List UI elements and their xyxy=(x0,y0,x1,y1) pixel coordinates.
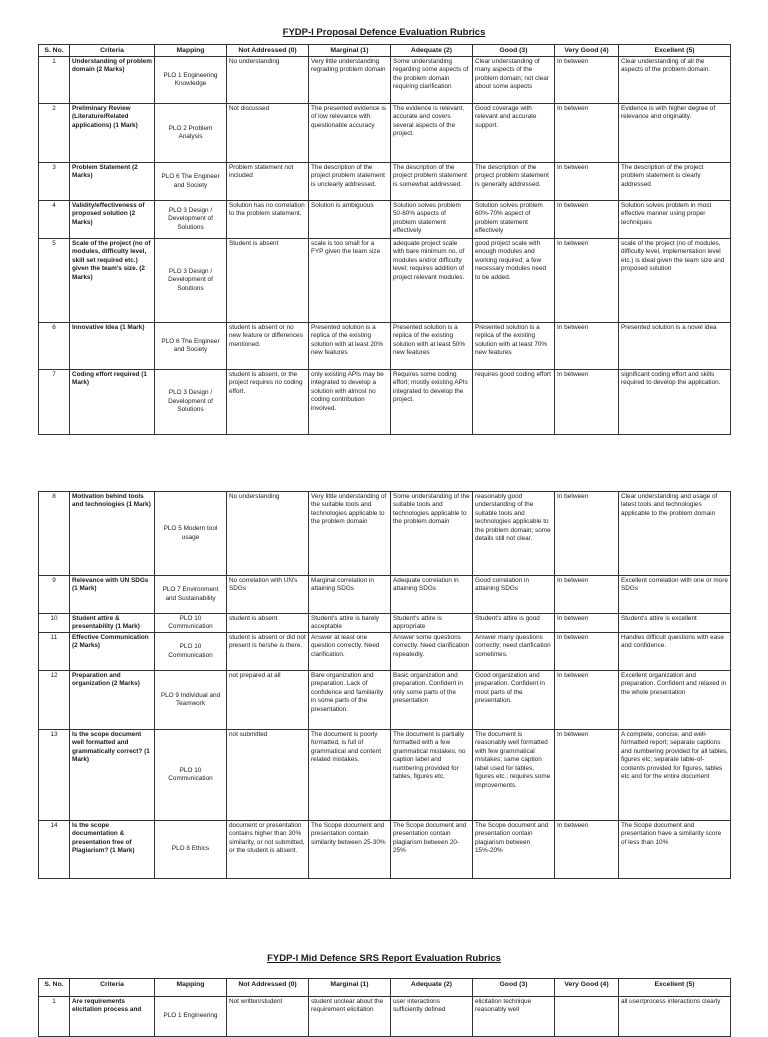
criteria-cell: Motivation behind tools and technologies (1 Mark) xyxy=(70,492,155,576)
table-row xyxy=(39,163,731,201)
criteria-cell: Student attire & presentability (1 Mark) xyxy=(70,614,155,633)
table-row xyxy=(39,730,731,821)
table-header xyxy=(39,979,731,997)
sno-cell: 10 xyxy=(39,614,70,633)
excellent-cell: Solution solves problem in most effective manner using proper techniques xyxy=(619,201,731,239)
marginal-cell: The description of the project problem statement is unclearly addressed. xyxy=(309,163,391,201)
column-header: S. No. xyxy=(39,979,70,997)
marginal-cell: The Scope document and presentation contain similarity between 25-30% xyxy=(309,821,391,879)
sno-cell: 9 xyxy=(39,576,70,614)
mapping-cell: PLO 10 Communication xyxy=(155,633,227,671)
not-addressed-cell: not submitted xyxy=(227,730,309,821)
table-row xyxy=(39,821,731,879)
column-header: Marginal (1) xyxy=(309,979,391,997)
sno-cell: 4 xyxy=(39,201,70,239)
excellent-cell: The Scope document and presentation have a similarity score of less than 10% xyxy=(619,821,731,879)
adequate-cell: Basic organization and preparation. Confident in only some parts of the presentation xyxy=(391,671,473,730)
column-header: Good (3) xyxy=(473,45,555,57)
criteria-cell: Validity/effectiveness of proposed solution (2 Marks) xyxy=(70,201,155,239)
very-good-cell: In between xyxy=(555,201,619,239)
proposal-defence-rubric-table-continued xyxy=(38,491,731,879)
column-header: Very Good (4) xyxy=(555,45,619,57)
mapping-cell: PLO 9 Individual and Teamwork xyxy=(155,671,227,730)
not-addressed-cell: document or presentation contains higher than 30% similarity, or not submitted, or the student is absent. xyxy=(227,821,309,879)
mapping-cell: PLO 3 Design / Development of Solutions xyxy=(155,201,227,239)
table-row xyxy=(39,633,731,671)
column-header: Criteria xyxy=(70,979,155,997)
very-good-cell: In between xyxy=(555,614,619,633)
marginal-cell: The presented evidence is of low relevance with questionable accuracy xyxy=(309,104,391,163)
good-cell: reasonably good understanding of the suitable tools and technologies applicable to the problem domain; some details still not clear. xyxy=(473,492,555,576)
marginal-cell: Student's attire is barely acceptable xyxy=(309,614,391,633)
table-row xyxy=(39,104,731,163)
very-good-cell: In between xyxy=(555,821,619,879)
mapping-cell: PLO 6 The Engineer and Society xyxy=(155,163,227,201)
criteria-cell: Innovative Idea (1 Mark) xyxy=(70,323,155,370)
adequate-cell: Student's attire is appropriate xyxy=(391,614,473,633)
marginal-cell: Very little understanding regrading problem domain xyxy=(309,57,391,104)
column-header: Very Good (4) xyxy=(555,979,619,997)
good-cell: good project scale with enough modules and working required; a few necessary modules need to be added. xyxy=(473,239,555,323)
table-row xyxy=(39,671,731,730)
mapping-cell: PLO 1 Engineering xyxy=(155,997,227,1037)
not-addressed-cell: No understanding xyxy=(227,57,309,104)
table-row xyxy=(39,997,731,1037)
not-addressed-cell: Not written/student xyxy=(227,997,309,1037)
not-addressed-cell: Solution has no correlation to the problem statement. xyxy=(227,201,309,239)
excellent-cell: significant coding effort and skills required to develop the application. xyxy=(619,370,731,435)
marginal-cell: Bare organization and preparation. Lack of confidence and familiarity in some parts of the presentation. xyxy=(309,671,391,730)
column-header: Excellent (5) xyxy=(619,45,731,57)
srs-rubric-title: FYDP-I Mid Defence SRS Report Evaluation Rubrics xyxy=(267,953,501,964)
good-cell: Solution solves problem 60%-70% aspect of problem statement effectively xyxy=(473,201,555,239)
good-cell: elicitation technique reasonably well xyxy=(473,997,555,1037)
very-good-cell: In between xyxy=(555,633,619,671)
excellent-cell: Evidence is with higher degree of relevance and originality. xyxy=(619,104,731,163)
criteria-cell: Scale of the project (no of modules, difficulty level, skill set required etc.) given the team's size. (2 Marks) xyxy=(70,239,155,323)
very-good-cell: In between xyxy=(555,730,619,821)
mapping-cell: PLO 8 Ethics xyxy=(155,821,227,879)
excellent-cell: The description of the project problem statement is clearly addressed xyxy=(619,163,731,201)
excellent-cell: Excellent organization and preparation. Confident and relaxed in the whole presentation xyxy=(619,671,731,730)
table-row xyxy=(39,370,731,435)
mapping-cell: PLO 10 Communication xyxy=(155,614,227,633)
excellent-cell: Clear understanding of all the aspects of the problem domain. xyxy=(619,57,731,104)
good-cell: The document is reasonably well formatted with few grammatical mistakes; same caption label used for tables, figures etc.; requires some improvements. xyxy=(473,730,555,821)
sno-cell: 11 xyxy=(39,633,70,671)
criteria-cell: Is the scope documentation & presentation free of Plagiarism? (1 Mark) xyxy=(70,821,155,879)
marginal-cell: only existing APIs may be integrated to develop a solution with almost no coding contribution involved. xyxy=(309,370,391,435)
very-good-cell: In between xyxy=(555,239,619,323)
not-addressed-cell: student is absent xyxy=(227,614,309,633)
sno-cell: 6 xyxy=(39,323,70,370)
adequate-cell: adequate project scale with bare minimum no. of modules and/or difficulty level; requires addition of project relevant modules. xyxy=(391,239,473,323)
adequate-cell: The document is partially formatted with a few grammatical mistakes; no caption label and numbering provided for tables, figures etc. xyxy=(391,730,473,821)
not-addressed-cell: not prepared at all xyxy=(227,671,309,730)
mapping-cell: PLO 2 Problem Analysis xyxy=(155,104,227,163)
marginal-cell: Answer at least one question correctly. Need clarification. xyxy=(309,633,391,671)
marginal-cell: Solution is ambiguous xyxy=(309,201,391,239)
column-header: Adequate (2) xyxy=(391,45,473,57)
good-cell: Clear understanding of many aspects of the problem domain; not clear about some aspects xyxy=(473,57,555,104)
criteria-cell: Relevance with UN SDGs (1 Mark) xyxy=(70,576,155,614)
criteria-cell: Problem Statement (2 Marks) xyxy=(70,163,155,201)
criteria-cell: Understanding of problem domain (2 Marks) xyxy=(70,57,155,104)
column-header: Good (3) xyxy=(473,979,555,997)
adequate-cell: Adequate correlation in attaining SDGs xyxy=(391,576,473,614)
good-cell: Good coverage with relevant and accurate support. xyxy=(473,104,555,163)
not-addressed-cell: student is absent, or the project requires no coding effort. xyxy=(227,370,309,435)
excellent-cell: all user/process interactions clearly xyxy=(619,997,731,1037)
sno-cell: 13 xyxy=(39,730,70,821)
adequate-cell: Answer some questions correctly. Need clarification repeatedly. xyxy=(391,633,473,671)
marginal-cell: Marginal correlation in attaining SDGs xyxy=(309,576,391,614)
adequate-cell: Requires some coding effort; mostly existing APIs integrated to develop the project. xyxy=(391,370,473,435)
sno-cell: 1 xyxy=(39,997,70,1037)
excellent-cell: Excellent correlation with one or more SDGs xyxy=(619,576,731,614)
table-row xyxy=(39,201,731,239)
adequate-cell: The description of the project problem statement is somewhat addressed. xyxy=(391,163,473,201)
table-row xyxy=(39,492,731,576)
very-good-cell: In between xyxy=(555,370,619,435)
excellent-cell: Handles difficult questions with ease and confidence. xyxy=(619,633,731,671)
proposal-defence-rubric-table xyxy=(38,44,731,435)
table-row xyxy=(39,614,731,633)
column-header: Mapping xyxy=(155,979,227,997)
very-good-cell: In between xyxy=(555,671,619,730)
table-row xyxy=(39,323,731,370)
column-header: Not Addressed (0) xyxy=(227,979,309,997)
header-row xyxy=(39,979,731,997)
good-cell: Presented solution is a replica of the existing solution with at least 70% new features xyxy=(473,323,555,370)
marginal-cell: Very little understanding of the suitable tools and technologies applicable to the problem domain xyxy=(309,492,391,576)
sno-cell: 1 xyxy=(39,57,70,104)
good-cell: Answer many questions correctly; need clarification sometimes. xyxy=(473,633,555,671)
not-addressed-cell: student is absent or did not present is he/she is there. xyxy=(227,633,309,671)
good-cell: Good organization and preparation. Confident in most parts of the presentation. xyxy=(473,671,555,730)
rubric-title: FYDP-I Proposal Defence Evaluation Rubrics xyxy=(282,27,486,38)
good-cell: The description of the project problem statement is generally addressed. xyxy=(473,163,555,201)
sno-cell: 2 xyxy=(39,104,70,163)
sno-cell: 14 xyxy=(39,821,70,879)
excellent-cell: Presented solution is a novel idea xyxy=(619,323,731,370)
criteria-cell: Is the scope document well formatted and grammatically correct? (1 Mark) xyxy=(70,730,155,821)
excellent-cell: A complete, concise, and well-formatted report; separate captions and numbering provided for all tables, figures etc; separate table-of-contents provided for figures, tables etc and for the entire document xyxy=(619,730,731,821)
not-addressed-cell: Not discussed xyxy=(227,104,309,163)
not-addressed-cell: No understanding xyxy=(227,492,309,576)
column-header: Excellent (5) xyxy=(619,979,731,997)
very-good-cell xyxy=(555,997,619,1037)
criteria-cell: Effective Communication (2 Marks) xyxy=(70,633,155,671)
good-cell: The Scope document and presentation contain plagiarism between 15%-20% xyxy=(473,821,555,879)
column-header: Adequate (2) xyxy=(391,979,473,997)
table-row xyxy=(39,57,731,104)
not-addressed-cell: Problem statement not included xyxy=(227,163,309,201)
adequate-cell: user interactions sufficiently defined xyxy=(391,997,473,1037)
column-header: Not Addressed (0) xyxy=(227,45,309,57)
adequate-cell: The evidence is relevant, accurate and covers several aspects of the project. xyxy=(391,104,473,163)
mapping-cell: PLO 7 Environment and Sustainability xyxy=(155,576,227,614)
sno-cell: 8 xyxy=(39,492,70,576)
sno-cell: 7 xyxy=(39,370,70,435)
excellent-cell: scale of the project (no of modules, difficulty level, implementation level etc.) is ideal given the team size and proposed solution xyxy=(619,239,731,323)
mapping-cell: PLO 3 Design / Development of Solutions xyxy=(155,239,227,323)
mapping-cell: PLO 10 Communication xyxy=(155,730,227,821)
table-row xyxy=(39,576,731,614)
criteria-cell: Preliminary Review (Literature/Related applications) (1 Mark) xyxy=(70,104,155,163)
column-header: Marginal (1) xyxy=(309,45,391,57)
very-good-cell: In between xyxy=(555,576,619,614)
adequate-cell: Some understanding of the suitable tools and technologies applicable to the problem domain xyxy=(391,492,473,576)
mapping-cell: PLO 1 Engineering Knowledge xyxy=(155,57,227,104)
adequate-cell: Solution solves problem 50-60% aspects of problem statement effectively xyxy=(391,201,473,239)
excellent-cell: Clear understanding and usage of latest tools and technologies applicable to the problem domain xyxy=(619,492,731,576)
header-row xyxy=(39,45,731,57)
criteria-cell: Preparation and organization (2 Marks) xyxy=(70,671,155,730)
marginal-cell: The document is poorly formatted, is full of grammatical and content related mistakes. xyxy=(309,730,391,821)
table-row xyxy=(39,239,731,323)
very-good-cell: In between xyxy=(555,492,619,576)
table-header xyxy=(39,45,731,57)
column-header: Criteria xyxy=(70,45,155,57)
mapping-cell: PLO 5 Modern tool usage xyxy=(155,492,227,576)
excellent-cell: Student's attire is excellent xyxy=(619,614,731,633)
marginal-cell: Presented solution is a replica of the existing solution with at least 20% new features xyxy=(309,323,391,370)
very-good-cell: In between xyxy=(555,163,619,201)
sno-cell: 5 xyxy=(39,239,70,323)
marginal-cell: scale is too small for a FYP given the team size xyxy=(309,239,391,323)
very-good-cell: In between xyxy=(555,323,619,370)
not-addressed-cell: student is absent or no new feature or differences mentioned. xyxy=(227,323,309,370)
good-cell: Student's attire is good xyxy=(473,614,555,633)
adequate-cell: Presented solution is a replica of the existing solution with at least 50% new features xyxy=(391,323,473,370)
criteria-cell: Are requirements elicitation process and xyxy=(70,997,155,1037)
sno-cell: 3 xyxy=(39,163,70,201)
column-header: Mapping xyxy=(155,45,227,57)
good-cell: requires good coding effort xyxy=(473,370,555,435)
adequate-cell: The Scope document and presentation contain plagiarism between 20-25% xyxy=(391,821,473,879)
not-addressed-cell: No correlation with UN's SDGs xyxy=(227,576,309,614)
very-good-cell: In between xyxy=(555,57,619,104)
mapping-cell: PLO 6 The Engineer and Society xyxy=(155,323,227,370)
good-cell: Good correlation in attaining SDGs xyxy=(473,576,555,614)
sno-cell: 12 xyxy=(39,671,70,730)
not-addressed-cell: Student is absent xyxy=(227,239,309,323)
column-header: S. No. xyxy=(39,45,70,57)
mid-defence-srs-rubric-table xyxy=(38,978,731,1037)
very-good-cell: In between xyxy=(555,104,619,163)
marginal-cell: student unclear about the requirement elicitation xyxy=(309,997,391,1037)
mapping-cell: PLO 3 Design / Development of Solutions xyxy=(155,370,227,435)
adequate-cell: Some understanding regarding some aspects of the problem domain requiring clarification xyxy=(391,57,473,104)
criteria-cell: Coding effort required (1 Mark) xyxy=(70,370,155,435)
